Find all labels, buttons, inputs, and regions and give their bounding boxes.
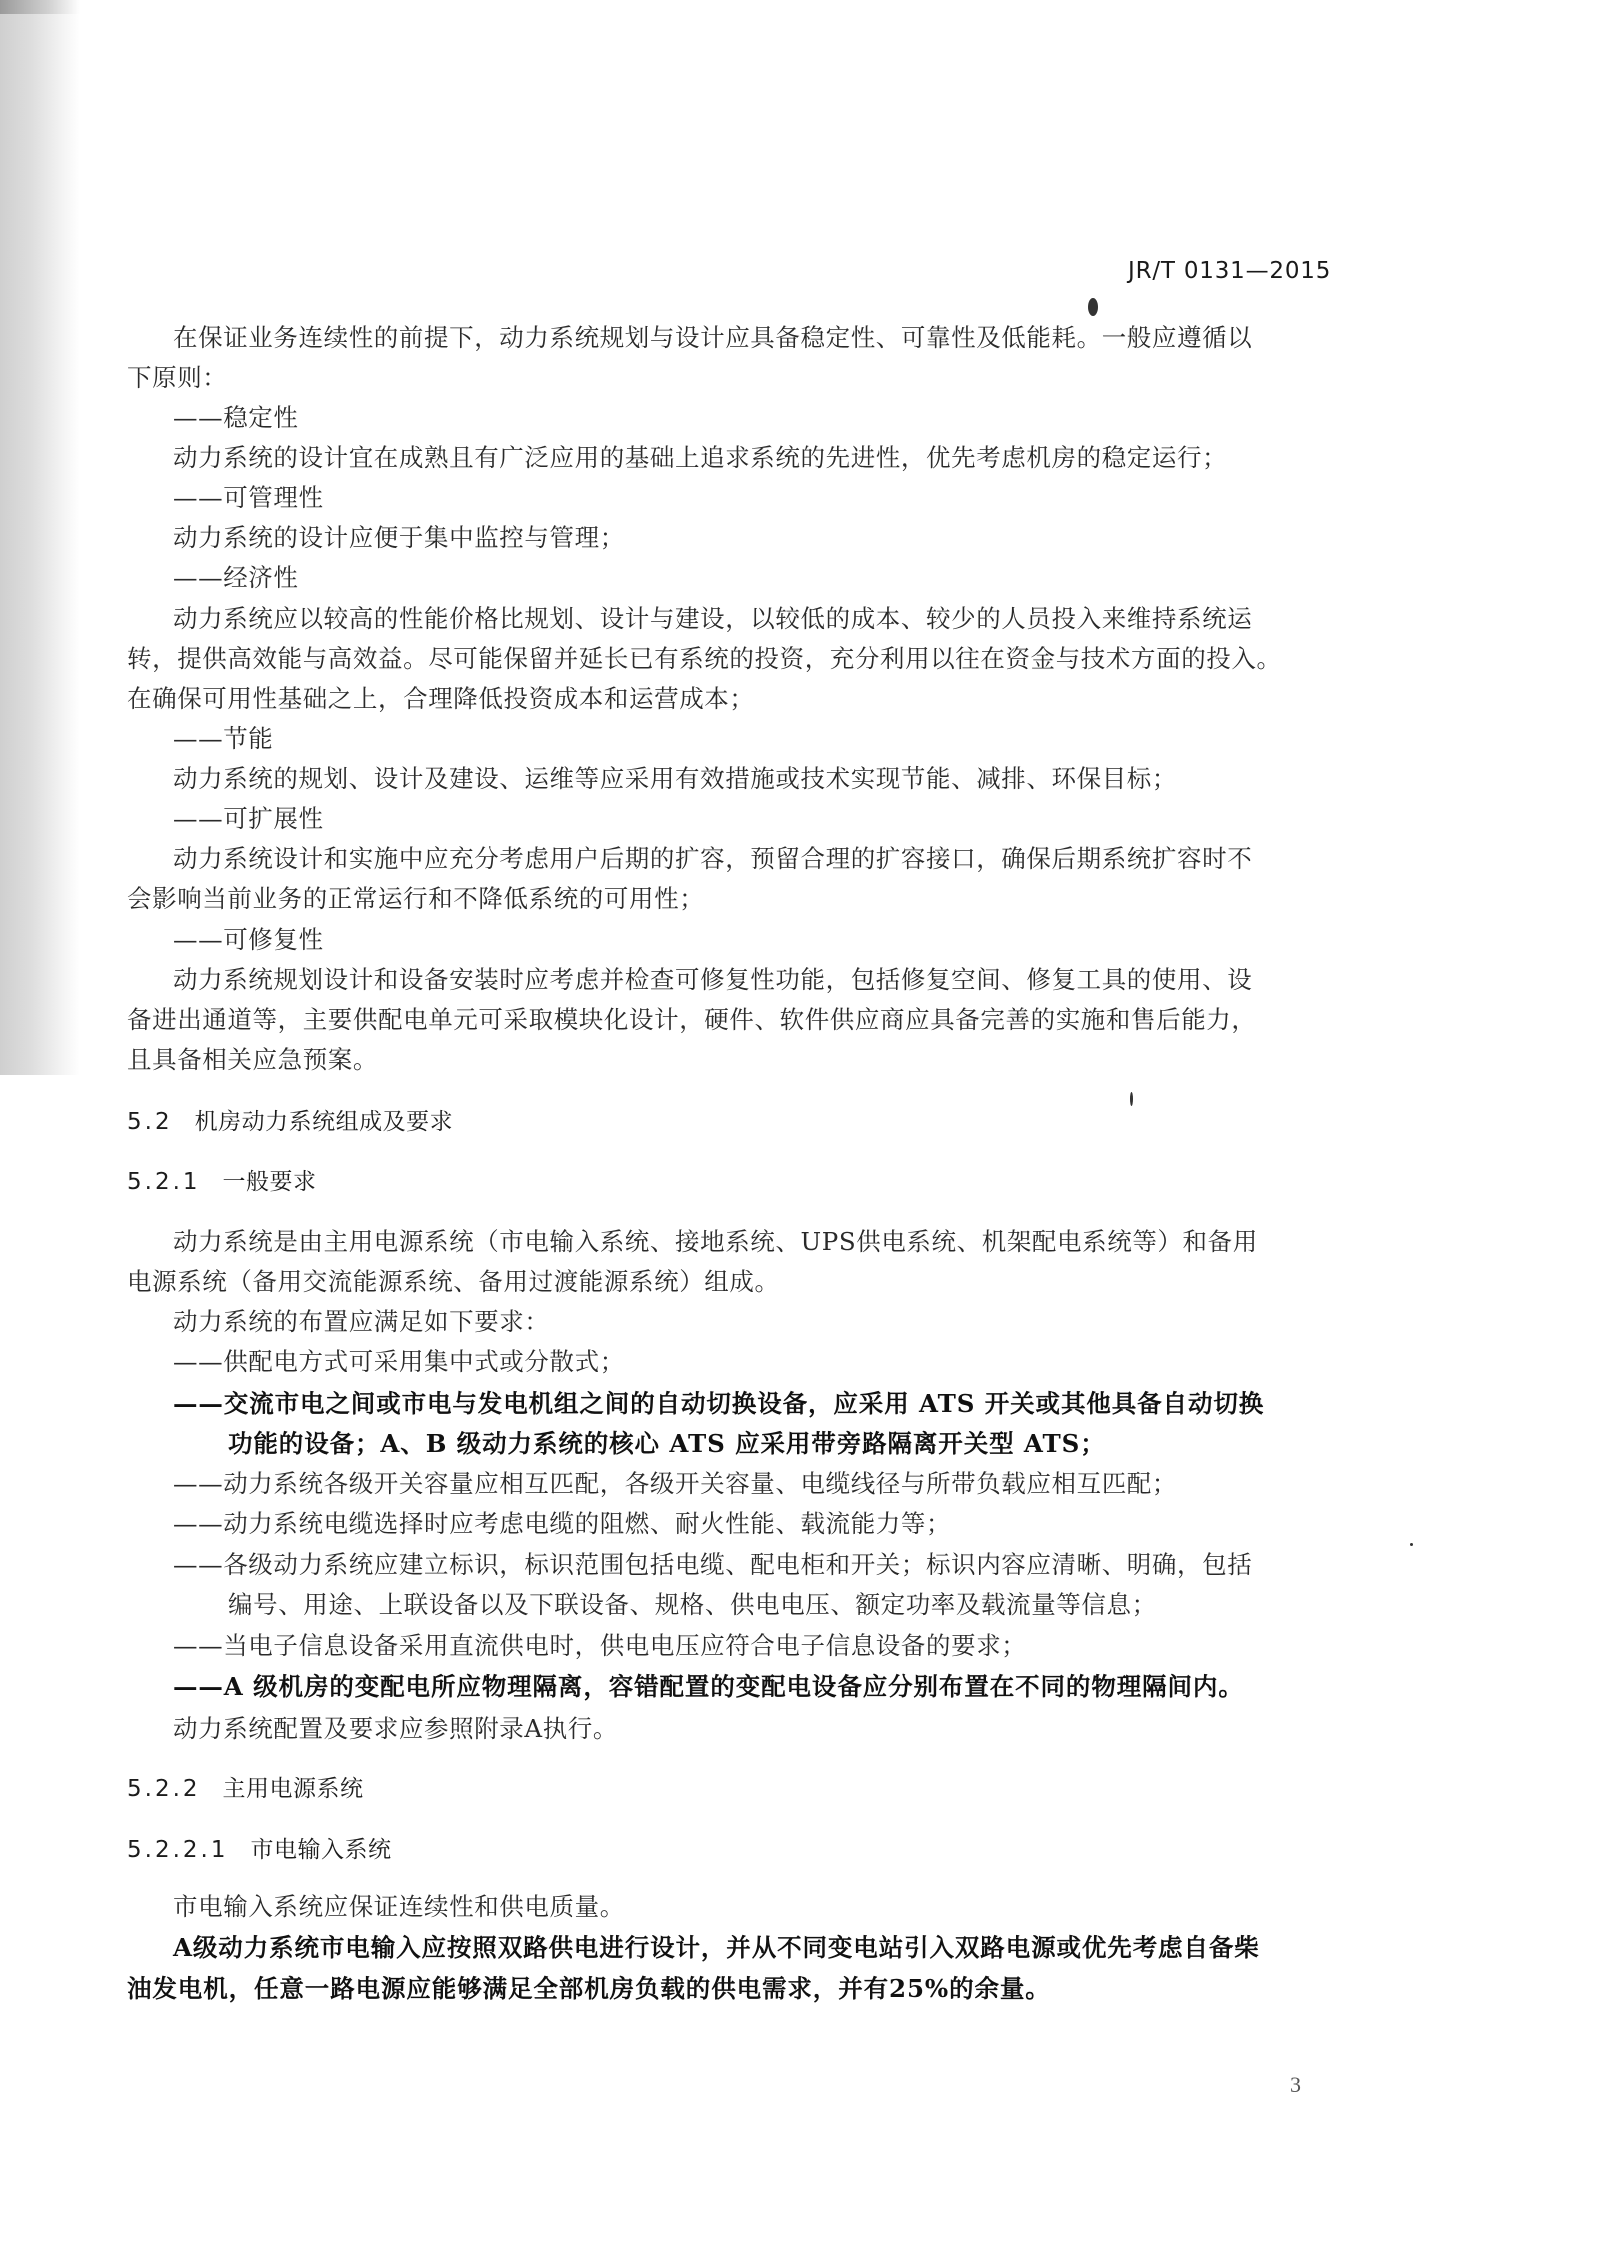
bold-text-line: ——交流市电之间或市电与发电机组之间的自动切换设备，应采用 ATS 开关或其他具备自动切换	[173, 1389, 1265, 1418]
section-heading	[127, 1106, 453, 1138]
bold-text-line: 油发电机，任意一路电源应能够满足全部机房负载的供电需求，并有25%的余量。	[127, 1974, 1051, 2003]
section-heading	[127, 1773, 364, 1805]
bold-text-line: A级动力系统市电输入应按照双路供电进行设计，并从不同变电站引入双路电源或优先考虑自备柴	[173, 1933, 1260, 1962]
scan-shadow	[0, 0, 80, 1075]
text-line: 动力系统的规划、设计及建设、运维等应采用有效措施或技术实现节能、减排、环保目标；	[173, 764, 1177, 793]
text-line: 编号、用途、上联设备以及下联设备、规格、供电电压、额定功率及载流量等信息；	[228, 1590, 1157, 1619]
section-number: 5.2.2.1	[127, 1837, 229, 1863]
text-line: 在确保可用性基础之上，合理降低投资成本和运营成本；	[127, 684, 755, 713]
text-line: ——当电子信息设备采用直流供电时，供电电压应符合电子信息设备的要求；	[173, 1631, 1027, 1660]
text-line: 动力系统的设计宜在成熟且有广泛应用的基础上追求系统的先进性，优先考虑机房的稳定运行；	[173, 443, 1228, 472]
text-line: 备进出通道等，主要供配电单元可采取模块化设计，硬件、软件供应商应具备完善的实施和售后能力，	[127, 1005, 1257, 1034]
text-line: 转，提供高效能与高效益。尽可能保留并延长已有系统的投资，充分利用以往在资金与技术方面的投入。	[127, 644, 1282, 673]
scan-speck	[1410, 1543, 1413, 1546]
text-line: 动力系统应以较高的性能价格比规划、设计与建设，以较低的成本、较少的人员投入来维持系统运	[173, 604, 1253, 633]
scan-speck	[1130, 1092, 1133, 1106]
section-heading	[127, 1166, 317, 1198]
scan-shadow-top	[0, 0, 80, 14]
text-line: ——节能	[173, 724, 274, 753]
text-line: 动力系统设计和实施中应充分考虑用户后期的扩容，预留合理的扩容接口，确保后期系统扩容时不	[173, 844, 1253, 873]
section-title: 主用电源系统	[222, 1776, 364, 1802]
page-number: 3	[1290, 2072, 1301, 2097]
standard-code-header: JR/T 0131—2015	[1128, 258, 1332, 284]
text-line: ——动力系统各级开关容量应相互匹配，各级开关容量、电缆线径与所带负载应相互匹配；	[173, 1469, 1177, 1498]
text-line: 会影响当前业务的正常运行和不降低系统的可用性；	[127, 884, 705, 913]
text-line: ——可管理性	[173, 483, 324, 512]
text-line: 下原则：	[127, 363, 228, 392]
text-line: 市电输入系统应保证连续性和供电质量。	[173, 1892, 625, 1921]
text-line: 动力系统的设计应便于集中监控与管理；	[173, 523, 625, 552]
text-line: ——各级动力系统应建立标识，标识范围包括电缆、配电柜和开关；标识内容应清晰、明确，包括	[173, 1550, 1253, 1579]
text-line: 且具备相关应急预案。	[127, 1045, 378, 1074]
section-number: 5.2	[127, 1109, 173, 1135]
section-number: 5.2.2	[127, 1776, 201, 1802]
text-line: ——稳定性	[173, 403, 299, 432]
text-line: 动力系统是由主用电源系统（市电输入系统、接地系统、UPS供电系统、机架配电系统等）和备用	[173, 1227, 1258, 1256]
text-line: ——可修复性	[173, 925, 324, 954]
text-line: ——可扩展性	[173, 804, 324, 833]
text-line: 在保证业务连续性的前提下，动力系统规划与设计应具备稳定性、可靠性及低能耗。一般应遵循以	[173, 323, 1253, 352]
text-line: 动力系统规划设计和设备安装时应考虑并检查可修复性功能，包括修复空间、修复工具的使用、设	[173, 965, 1253, 994]
section-heading	[127, 1834, 391, 1866]
text-line: ——供配电方式可采用集中式或分散式；	[173, 1347, 625, 1376]
section-title: 市电输入系统	[250, 1837, 392, 1863]
section-title: 一般要求	[222, 1169, 317, 1195]
text-line: 动力系统的布置应满足如下要求：	[173, 1307, 550, 1336]
bold-text-line: ——A 级机房的变配电所应物理隔离，容错配置的变配电设备应分别布置在不同的物理隔间内。	[173, 1672, 1244, 1701]
text-line: ——经济性	[173, 563, 299, 592]
bold-text-line: 功能的设备；A、B 级动力系统的核心 ATS 应采用带旁路隔离开关型 ATS；	[228, 1429, 1106, 1458]
text-line: 电源系统（备用交流能源系统、备用过渡能源系统）组成。	[127, 1267, 780, 1296]
section-title: 机房动力系统组成及要求	[194, 1109, 454, 1135]
text-line: 动力系统配置及要求应参照附录A执行。	[173, 1714, 618, 1743]
scan-speck	[1088, 298, 1098, 316]
text-line: ——动力系统电缆选择时应考虑电缆的阻燃、耐火性能、载流能力等；	[173, 1509, 952, 1538]
section-number: 5.2.1	[127, 1169, 201, 1195]
